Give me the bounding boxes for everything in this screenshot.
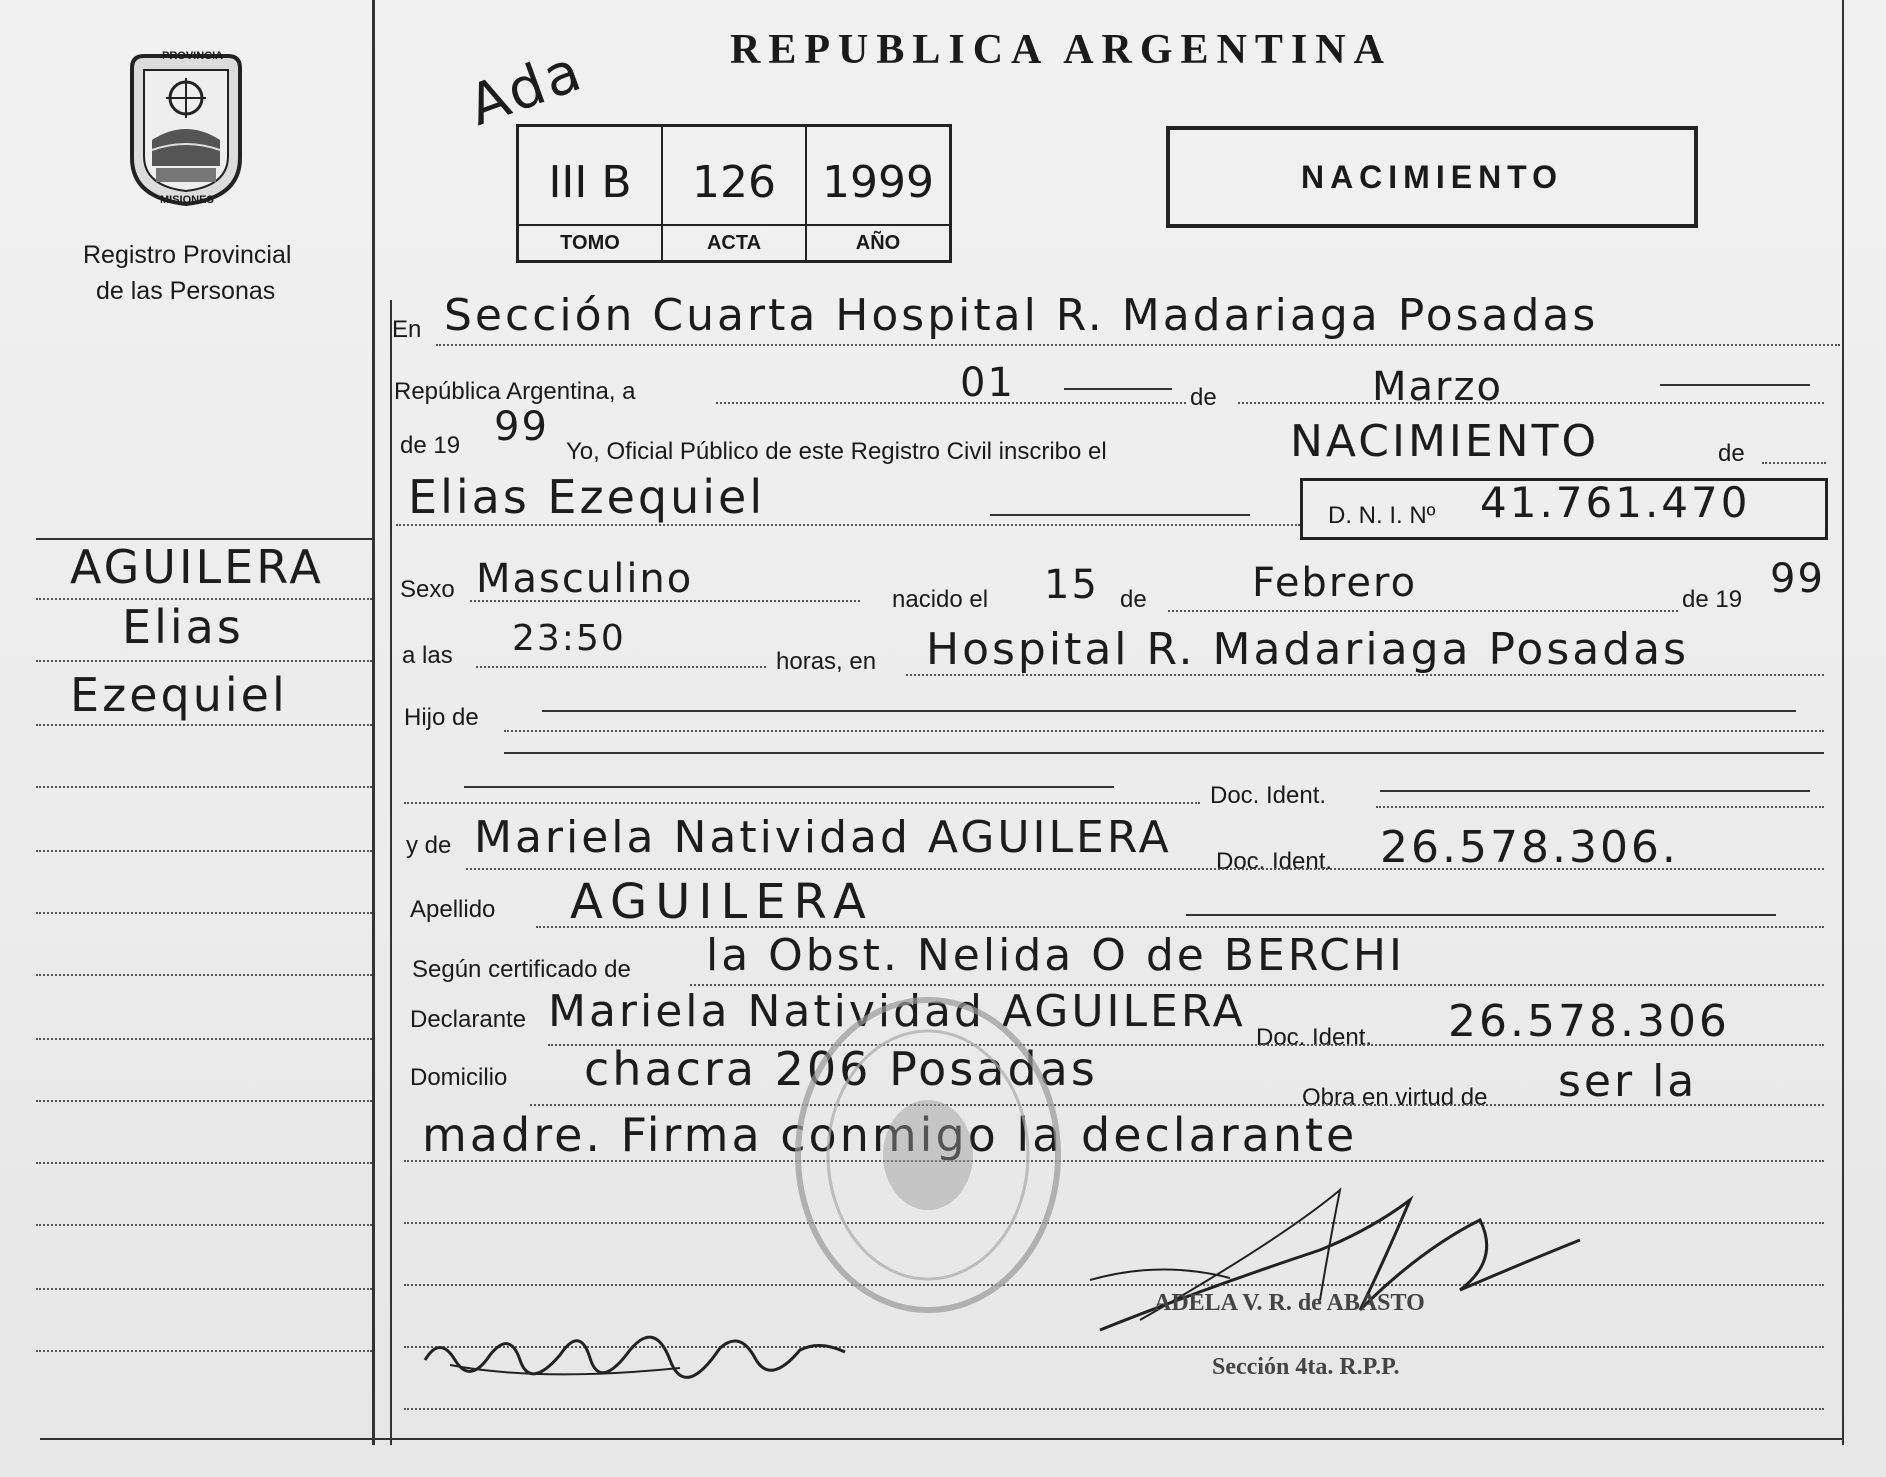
form-dotted-line [466, 868, 1824, 870]
apellido-label: Apellido [410, 896, 496, 923]
domicilio-value: chacra 206 Posadas [584, 1042, 1098, 1096]
republica-label: República Argentina, a [394, 378, 636, 405]
birth-day: 15 [1044, 562, 1099, 608]
hour-value: 23:50 [512, 618, 626, 659]
bottom-border-line [40, 1438, 1842, 1440]
doc-ident-label: Doc. Ident. [1210, 782, 1327, 809]
apellido-value: AGUILERA [570, 874, 874, 930]
declarante-doc-label: Doc. Ident. [1256, 1024, 1373, 1051]
apellido-dash [1186, 914, 1776, 916]
acta-cell [663, 127, 807, 260]
document-type-box [1166, 126, 1698, 228]
form-dotted-line [1762, 462, 1826, 464]
right-border-line [1842, 0, 1844, 1445]
inscribe-value: NACIMIENTO [1290, 416, 1600, 467]
obra-continued: madre. Firma conmigo la declarante [422, 1108, 1358, 1162]
child-name-dash [990, 514, 1250, 516]
form-dotted-line [396, 524, 1300, 526]
oficial-text: Yo, Oficial Público de este Registro Civil inscribo el [566, 438, 1107, 465]
month-value: Marzo [1372, 364, 1503, 410]
day-dash [1064, 388, 1172, 390]
form-dotted-line [404, 1160, 1824, 1162]
form-dotted-line [404, 802, 1200, 804]
form-dotted-line [404, 1408, 1824, 1410]
nacido-label: nacido el [892, 586, 989, 613]
sidebar-dotted-line [36, 850, 372, 852]
form-dotted-line [906, 674, 1824, 676]
sidebar-dotted-line [36, 912, 372, 914]
sidebar-dotted-line [36, 1288, 372, 1290]
acta-label: ACTA [663, 224, 805, 260]
hijo-label: Hijo de [404, 704, 479, 731]
acta-value: 126 [692, 157, 776, 208]
certificado-value: la Obst. Nelida O de BERCHI [706, 930, 1405, 981]
domicilio-label: Domicilio [410, 1064, 508, 1091]
obra-value: ser la [1558, 1056, 1698, 1107]
doc-ident-line [1380, 790, 1810, 792]
a-las-label: a las [402, 642, 453, 669]
en-label: En [392, 316, 422, 343]
year-prefix-label: de 19 [400, 432, 461, 459]
child-name: Elias Ezequiel [408, 470, 766, 524]
tomo-label: TOMO [519, 224, 661, 260]
tomo-cell [519, 127, 663, 260]
sidebar-dotted-line [36, 1162, 372, 1164]
declarante-label: Declarante [410, 1006, 527, 1033]
mother-doc-value: 26.578.306. [1380, 822, 1679, 873]
left-border-line [372, 0, 375, 1445]
y-de-label: y de [406, 832, 452, 859]
sidebar-dotted-line [36, 1224, 372, 1226]
registry-name-line1: Registro Provincial [83, 241, 292, 269]
ano-value: 1999 [822, 157, 934, 208]
birth-year-prefix: de 19 [1682, 586, 1743, 613]
sidebar-second-name: Ezequiel [70, 668, 288, 722]
seal-text-top: PROVINCIA [162, 50, 224, 62]
sidebar-dotted-line [36, 1100, 372, 1102]
place-value: Hospital R. Madariaga Posadas [926, 624, 1690, 675]
ano-label: AÑO [807, 224, 949, 260]
registry-name-line2: de las Personas [96, 277, 276, 305]
hijo-line-2 [504, 752, 1824, 754]
horas-label: horas, en [776, 648, 877, 675]
document-type-label: NACIMIENTO [1300, 159, 1564, 195]
tomo-value: III B [548, 157, 632, 208]
registry-round-stamp [788, 990, 1068, 1320]
declarant-signature [420, 1320, 850, 1390]
sidebar-first-name: Elias [122, 600, 244, 654]
de-label-3: de [1120, 586, 1147, 613]
form-dotted-line [536, 926, 1824, 928]
record-number-table [516, 124, 952, 263]
de-label-1: de [1190, 384, 1217, 411]
sidebar-dotted-line [36, 974, 372, 976]
handwritten-mark: Ada [460, 38, 592, 139]
sexo-value: Masculino [476, 556, 694, 602]
birth-year: 99 [1770, 556, 1825, 602]
sidebar-dotted-line [36, 786, 372, 788]
dni-label: D. N. I. Nº [1328, 502, 1436, 529]
form-dotted-line [530, 1104, 1824, 1106]
inner-left-border-line [390, 300, 392, 1445]
hijo-line-1 [542, 710, 1796, 712]
day-value: 01 [960, 360, 1015, 406]
declarante-value: Mariela Natividad AGUILERA [548, 986, 1246, 1037]
sidebar-dotted-line [36, 660, 372, 662]
sidebar-dotted-line [36, 1350, 372, 1352]
declarante-doc-value: 26.578.306 [1448, 996, 1730, 1047]
de-label-2: de [1718, 440, 1745, 467]
hijo-line-3 [464, 786, 1114, 788]
form-dotted-line [1238, 402, 1824, 404]
obra-label: Obra en virtud de [1302, 1084, 1488, 1111]
seal-text-bottom: MISIONES [160, 194, 214, 206]
form-dotted-line [1376, 806, 1824, 808]
sidebar-dotted-line [36, 724, 372, 726]
form-dotted-line [476, 666, 766, 668]
form-dotted-line [716, 402, 1186, 404]
mother-doc-label: Doc. Ident. [1216, 848, 1333, 875]
ano-cell [807, 127, 949, 260]
mother-name: Mariela Natividad AGUILERA [474, 812, 1172, 863]
form-dotted-line [504, 730, 1824, 732]
official-name-stamp: ADELA V. R. de ABASTO [1154, 1290, 1425, 1316]
dni-value: 41.761.470 [1480, 478, 1751, 527]
province-seal-logo [122, 48, 250, 208]
sidebar-surname: AGUILERA [70, 540, 324, 594]
official-section-stamp: Sección 4ta. R.P.P. [1212, 1354, 1400, 1380]
form-dotted-line [436, 344, 1840, 346]
form-dotted-line [1168, 610, 1678, 612]
sidebar-dotted-line [36, 1038, 372, 1040]
country-title: REPUBLICA ARGENTINA [730, 27, 1392, 73]
certificado-label: Según certificado de [412, 956, 631, 983]
sexo-label: Sexo [400, 576, 455, 603]
year-value: 99 [494, 404, 549, 450]
form-dotted-line [470, 600, 860, 602]
birth-month: Febrero [1252, 560, 1418, 606]
month-dash [1660, 384, 1810, 386]
en-value: Sección Cuarta Hospital R. Madariaga Posadas [444, 290, 1599, 341]
